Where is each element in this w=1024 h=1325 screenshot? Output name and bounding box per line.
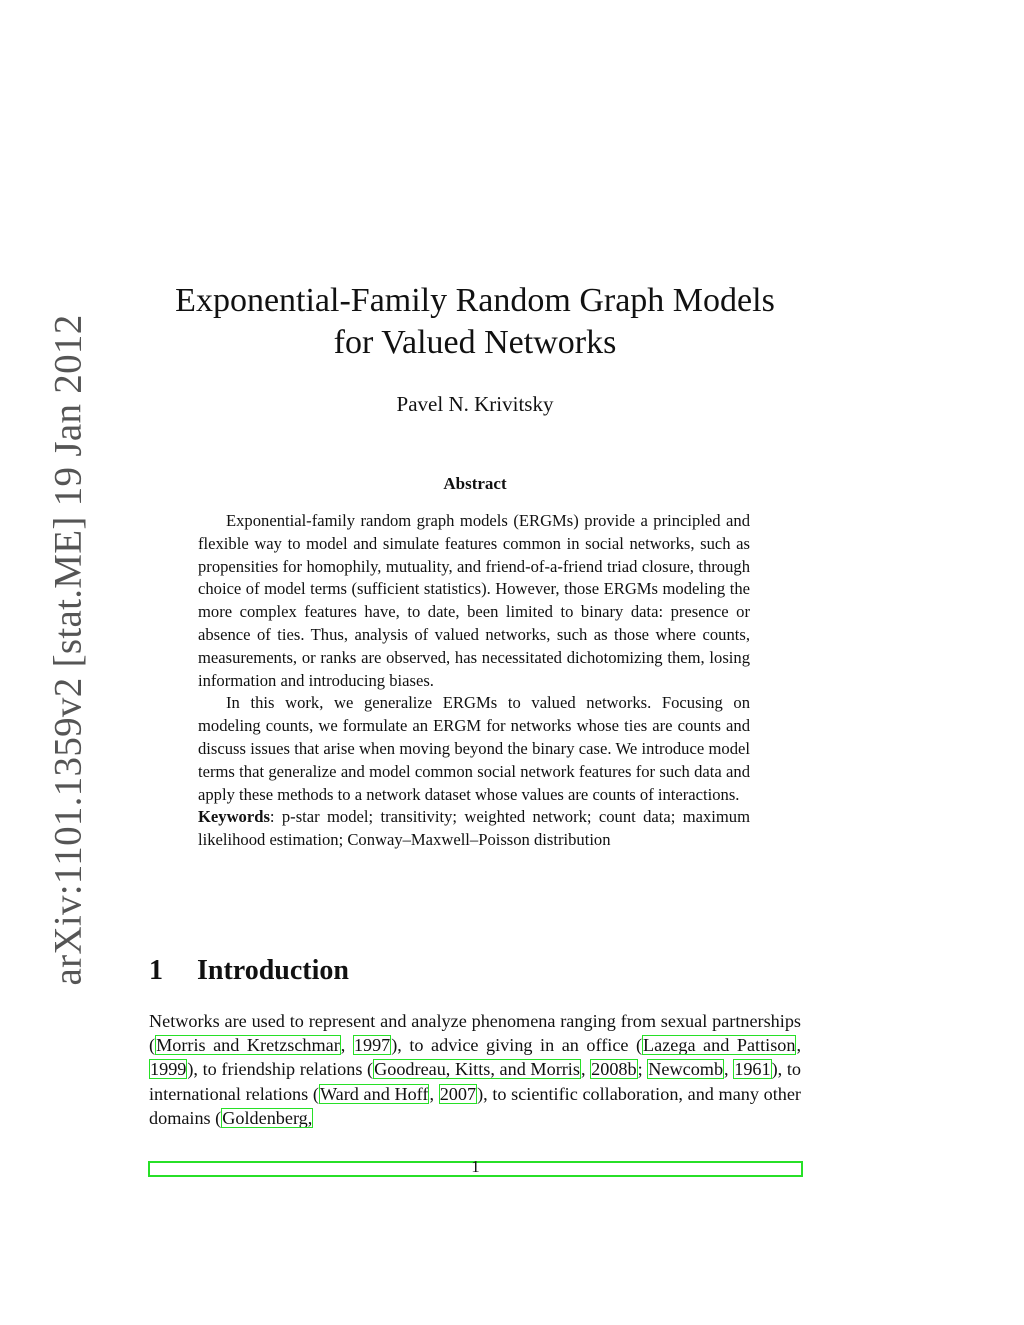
keywords-text: : p-star model; transitivity; weighted network; count data; maximum likelihood estimation; Conway–Maxwell–Poisson distribution xyxy=(198,807,750,850)
introduction-body xyxy=(149,1009,801,1130)
abstract-heading: Abstract xyxy=(443,474,507,493)
intro-text: , xyxy=(580,1059,591,1080)
citation-link[interactable]: 1997 xyxy=(353,1035,391,1056)
intro-text: , xyxy=(340,1035,353,1056)
keywords-label: Keywords xyxy=(198,807,270,827)
intro-text: Networks are used to represent and analyze phenomena ranging from sexual partnerships ( xyxy=(149,1011,801,1056)
arxiv-identifier-stamp: arXiv:1101.1359v2 [stat.ME] 19 Jan 2012 xyxy=(46,314,90,986)
section-heading-introduction xyxy=(149,955,801,987)
intro-text: ), to advice giving in an office ( xyxy=(391,1035,643,1056)
citation-link[interactable]: 1999 xyxy=(150,1059,187,1080)
intro-text: ), to scientific collaboration, and many other domains ( xyxy=(149,1083,801,1128)
citation-link[interactable]: 2007 xyxy=(439,1083,477,1104)
intro-text: ), to international relations ( xyxy=(149,1059,801,1104)
citation-link[interactable]: 1961 xyxy=(734,1059,771,1080)
citation-link[interactable]: Goldenberg, xyxy=(222,1107,313,1128)
citation-link[interactable]: Goodreau, Kitts, and Morris xyxy=(374,1059,580,1080)
intro-text: , xyxy=(429,1083,439,1104)
intro-text: ), to friendship relations ( xyxy=(187,1059,374,1080)
citation-link[interactable]: Lazega and Pattison xyxy=(643,1035,796,1056)
paper-title xyxy=(140,280,810,364)
author-name: Pavel N. Krivitsky xyxy=(396,392,554,416)
citation-link[interactable]: Newcomb xyxy=(648,1059,724,1080)
intro-text: , xyxy=(724,1059,734,1080)
citation-link[interactable]: Ward and Hoff xyxy=(319,1083,429,1104)
title-line-1: Exponential-Family Random Graph Models xyxy=(175,282,775,319)
keywords-line xyxy=(198,806,750,852)
abstract-body xyxy=(198,510,750,852)
title-line-2: for Valued Networks xyxy=(333,324,617,361)
section-number: 1 xyxy=(149,955,163,986)
citation-link[interactable]: Morris and Kretzschmar xyxy=(156,1035,340,1056)
intro-text: ; xyxy=(637,1059,648,1080)
citation-link[interactable]: 2008b xyxy=(591,1059,637,1080)
intro-text: , xyxy=(796,1035,802,1056)
page-number: 1 xyxy=(471,1157,480,1176)
abstract-paragraph-2: In this work, we generalize ERGMs to valued networks. Focusing on modeling counts, we formulate an ERGM for networks whose ties are counts and discuss issues that arise when moving beyond the binary case. We introduce model terms that generalize and model common social network features for such data and apply these methods to a network dataset whose values are counts of interactions. xyxy=(198,693,750,804)
section-title: Introduction xyxy=(197,955,349,986)
introduction-paragraph xyxy=(149,1009,801,1130)
abstract-paragraph-1: Exponential-family random graph models (ERGMs) provide a principled and flexible way to model and simulate features common in social networks, such as propensities for homophily, mutuality, and friend-of-a-friend triad closure, through choice of model terms (sufficient statistics). However, those ERGMs modeling the more complex features have, to date, been limited to binary data: presence or absence of ties. Thus, analysis of valued networks, such as those where counts, measurements, or ranks are observed, has necessitated dichotomizing them, losing information and introducing biases. xyxy=(198,511,750,690)
